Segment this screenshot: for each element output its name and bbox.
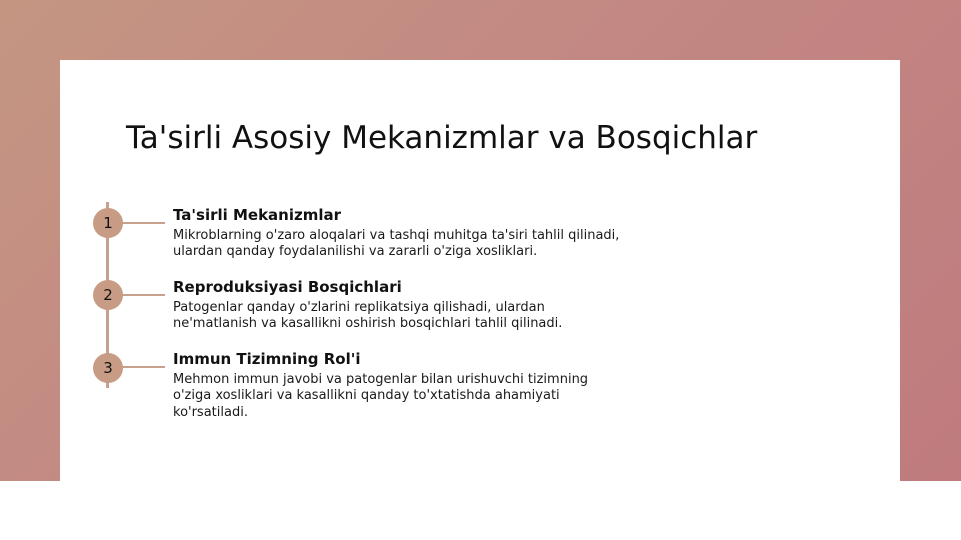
- desc-line: o'ziga xosliklari va kasallikni qanday to'xtatishda ahamiyati: [173, 388, 560, 404]
- step-title: Reproduksiyasi Bosqichlari: [173, 278, 402, 296]
- desc-line: Mehmon immun javobi va patogenlar bilan urishuvchi tizimning: [173, 372, 589, 387]
- desc-line: Patogenlar qanday o'zlarini replikatsiya qilishadi, ulardan: [173, 300, 545, 315]
- slide-title: Ta'sirli Asosiy Mekanizmlar va Bosqichlar: [126, 120, 758, 156]
- step-title: Immun Tizimning Rol'i: [173, 350, 361, 368]
- step-number-badge: 2: [93, 280, 123, 310]
- step-number-badge: 3: [93, 353, 123, 383]
- desc-line: Mikroblarning o'zaro aloqalari va tashqi muhitga ta'siri tahlil qilinadi,: [173, 228, 620, 243]
- desc-line: ko'rsatiladi.: [173, 404, 248, 420]
- step-number-badge: 1: [93, 208, 123, 238]
- desc-line: ne'matlanish va kasallikni oshirish bosqichlari tahlil qilinadi.: [173, 316, 563, 332]
- desc-line: ulardan qanday foydalanilishi va zararli o'ziga xosliklari.: [173, 244, 538, 260]
- step-description: [173, 372, 673, 421]
- step-description: [173, 300, 673, 333]
- step-description: [173, 228, 673, 261]
- step-title: Ta'sirli Mekanizmlar: [173, 206, 342, 224]
